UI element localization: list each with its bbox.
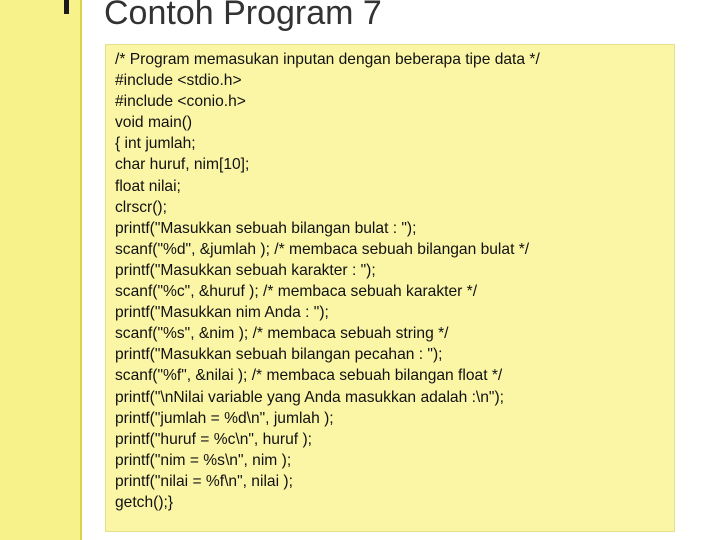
code-line: printf("nilai = %f\n", nilai ); [115,472,293,490]
code-line: getch();} [115,493,174,511]
decorative-sidebar [0,0,82,540]
code-line: { int jumlah; [115,135,196,153]
slide-title: Contoh Program 7 [104,0,382,32]
code-line: printf("Masukkan sebuah karakter : "); [115,261,376,279]
code-line: printf("Masukkan sebuah bilangan pecahan : "); [115,346,443,364]
code-line: printf("huruf = %c\n", huruf ); [115,430,312,448]
code-line: /* Program memasukan inputan dengan beberapa tipe data */ [115,51,540,68]
code-line: scanf("%d", &jumlah ); /* membaca sebuah bilangan bulat */ [115,240,530,258]
code-line: scanf("%s", &nim ); /* membaca sebuah string */ [115,325,449,343]
code-line: scanf("%f", &nilai ); /* membaca sebuah bilangan float */ [115,367,503,385]
code-line: printf("nim = %s\n", nim ); [115,451,292,469]
code-line: printf("\nNilai variable yang Anda masukkan adalah :\n"); [115,388,504,406]
code-line: char huruf, nim[10]; [115,156,250,174]
code-line: scanf("%c", &huruf ); /* membaca sebuah karakter */ [115,283,478,301]
code-line: printf("Masukkan sebuah bilangan bulat : "); [115,219,417,237]
code-line: #include <conio.h> [115,93,246,111]
code-listing-box [105,44,675,532]
code-line: #include <stdio.h> [115,72,242,90]
code-line: clrscr(); [115,198,167,216]
code-line: printf("Masukkan nim Anda : "); [115,304,329,322]
code-line: printf("jumlah = %d\n", jumlah ); [115,409,334,427]
code-line: void main() [115,114,193,132]
sidebar-accent-mark [64,0,69,14]
code-line: float nilai; [115,177,181,195]
